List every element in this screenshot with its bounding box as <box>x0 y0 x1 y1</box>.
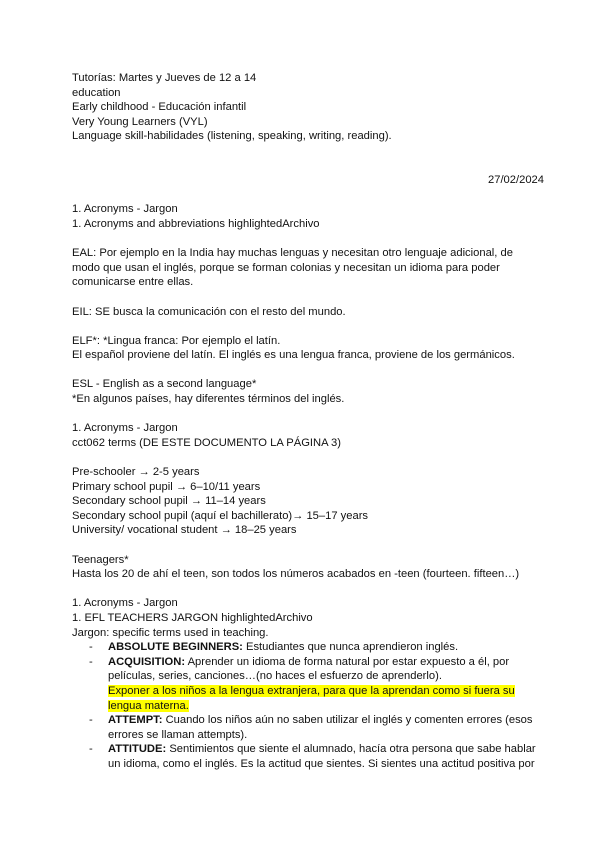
age-item: University/ vocational student → 18–25 years <box>72 524 297 537</box>
education-line: education <box>72 86 121 99</box>
term-definition: Estudiantes que nunca aprendieron inglés. <box>242 641 459 654</box>
eal-paragraph: EAL: Por ejemplo en la India hay muchas lenguas y necesitan otro lenguaje adicional, de modo que usan el inglés, porque se forman colonias y necesitan un idioma para poder comunicarse entre ellas. <box>72 247 513 289</box>
section-title: 1. Acronyms - Jargon <box>72 203 178 216</box>
term-name: ACQUISITION: <box>108 655 186 668</box>
vyl-line: Very Young Learners (VYL) <box>72 115 208 128</box>
early-childhood-line: Early childhood - Educación infantil <box>72 101 247 114</box>
jargon-intro: Jargon: specific terms used in teaching. <box>72 626 269 639</box>
tutorias-line: Tutorías: Martes y Jueves de 12 a 14 <box>72 72 257 84</box>
age-item: Pre-schooler → 2-5 years <box>72 466 200 479</box>
elf-line-2: El español proviene del latín. El inglés es una lengua franca, proviene de los germánicos. <box>72 349 515 362</box>
section-jargon <box>72 596 544 640</box>
list-item <box>89 640 544 655</box>
highlight-text: Exponer a los niños a la lengua extranjera, para que la aprendan como si fuera su lengua materna. <box>108 684 515 712</box>
age-item: Primary school pupil → 6–10/11 years <box>72 480 261 493</box>
section-subtitle: cct062 terms (DE ESTE DOCUMENTO LA PÁGINA 3) <box>72 436 341 449</box>
date: 27/02/2024 <box>488 174 544 187</box>
teenagers-text: Hasta los 20 de ahí el teen, son todos los números acabados en -teen (fourteen. fifteen…) <box>72 568 520 581</box>
language-skills-line: Language skill-habilidades (listening, speaking, writing, reading). <box>72 130 392 143</box>
section-title: 1. Acronyms - Jargon <box>72 422 178 435</box>
jargon-term-list <box>72 640 544 771</box>
section-acronyms-1 <box>72 202 544 231</box>
term-definition: Sentimientos que siente el alumnado, hacía otra persona que sabe hablar un idioma, como el inglés. Es la actitud que sientes. Si sientes una actitud positiva por <box>108 743 536 770</box>
term-definition: Aprender un idioma de forma natural por estar expuesto a él, por películas, series, canciones…(no haces el esfuerzo de aprenderlo). <box>108 655 510 683</box>
highlighted-note <box>108 684 544 713</box>
age-item: Secondary school pupil → 11–14 years <box>72 495 266 508</box>
section-subtitle: 1. Acronyms and abbreviations highlightedArchivo <box>72 217 320 230</box>
teenagers-title: Teenagers* <box>72 553 129 566</box>
age-item: Secondary school pupil (aquí el bachillerato)→ 15–17 years <box>72 509 369 522</box>
esl-paragraph <box>72 377 544 406</box>
list-item <box>89 655 544 713</box>
esl-line-2: *En algunos países, hay diferentes términos del inglés. <box>72 393 345 406</box>
document-page <box>72 71 544 772</box>
bullet-dash: - <box>89 641 93 654</box>
age-list <box>72 465 544 538</box>
section-acronyms-2 <box>72 421 544 450</box>
elf-paragraph <box>72 334 544 363</box>
list-item <box>89 742 544 771</box>
section-subtitle: 1. EFL TEACHERS JARGON highlightedArchivo <box>72 611 313 624</box>
bullet-dash: - <box>89 714 93 727</box>
teenagers-paragraph <box>72 553 544 582</box>
term-name: ABSOLUTE BEGINNERS: <box>108 641 243 654</box>
section-title: 1. Acronyms - Jargon <box>72 597 178 610</box>
bullet-dash: - <box>89 743 93 756</box>
eil-paragraph: EIL: SE busca la comunicación con el resto del mundo. <box>72 305 346 318</box>
term-name: ATTITUDE: <box>108 743 167 756</box>
bullet-dash: - <box>89 655 93 668</box>
header-block <box>72 71 544 144</box>
esl-line-1: ESL - English as a second language* <box>72 378 257 391</box>
elf-line-1: ELF*: *Lingua franca: Por ejemplo el latín. <box>72 334 281 347</box>
term-definition: Cuando los niños aún no saben utilizar el inglés y comenten errores (esos errores se llaman attempts). <box>108 714 533 741</box>
term-name: ATTEMPT: <box>108 714 163 727</box>
list-item <box>89 713 544 742</box>
